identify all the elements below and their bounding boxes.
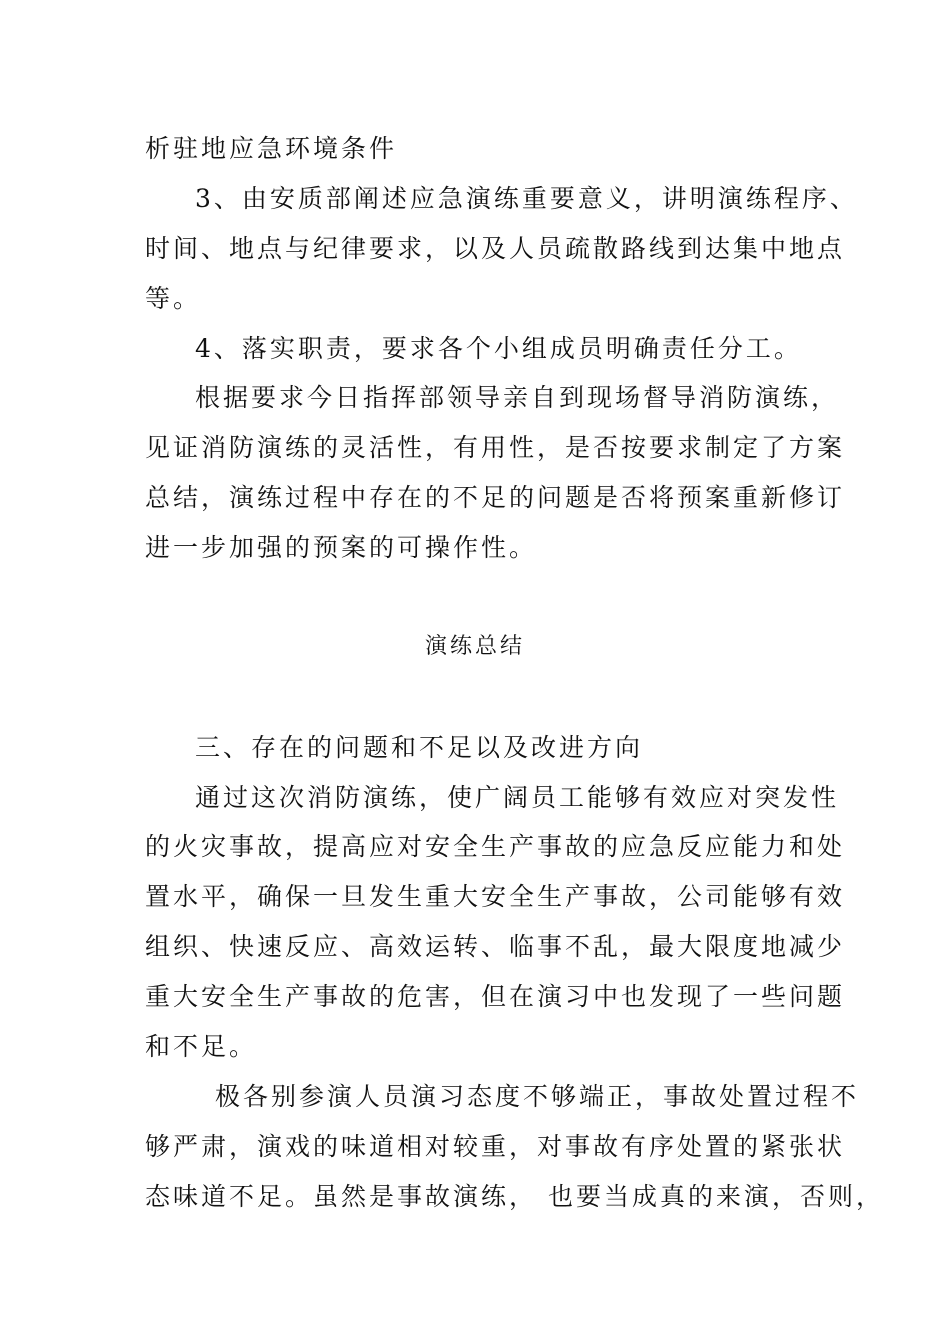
paragraph-line: 总结，演练过程中存在的不足的问题是否将预案重新修订 [145, 483, 846, 512]
paragraph-line: 等。 [145, 284, 202, 313]
paragraph-line: 重大安全生产事故的危害，但在演习中也发现了一些问题 [145, 982, 846, 1011]
paragraph-line: 态味道不足。虽然是事故演练， 也要当成真的来演，否则， [145, 1182, 884, 1211]
paragraph-line: 根据要求今日指挥部领导亲自到现场督导消防演练， [195, 383, 840, 412]
paragraph-line: 组织、快速反应、高效运转、临事不乱，最大限度地减少 [145, 932, 846, 961]
paragraph-line: 时间、地点与纪律要求，以及人员疏散路线到达集中地点 [145, 234, 846, 263]
paragraph-line: 见证消防演练的灵活性，有用性，是否按要求制定了方案 [145, 433, 846, 462]
section-title: 演练总结 [424, 634, 525, 659]
paragraph-line: 够严肃，演戏的味道相对较重，对事故有序处置的紧张状 [145, 1132, 846, 1161]
paragraph-line: 析驻地应急环境条件 [145, 134, 398, 163]
paragraph-line: 置水平，确保一旦发生重大安全生产事故，公司能够有效 [145, 882, 846, 911]
paragraph-line: 和不足。 [145, 1032, 258, 1061]
paragraph-line: 4、落实职责，要求各个小组成员明确责任分工。 [195, 334, 802, 363]
paragraph-line: 的火灾事故，提高应对安全生产事故的应急反应能力和处 [145, 832, 846, 861]
paragraph-line: 三、存在的问题和不足以及改进方向 [195, 733, 644, 762]
paragraph-line: 极各别参演人员演习态度不够端正，事故处置过程不 [215, 1082, 860, 1111]
paragraph-line: 3、由安质部阐述应急演练重要意义，讲明演练程序、 [195, 184, 858, 213]
paragraph-line: 进一步加强的预案的可操作性。 [145, 533, 538, 562]
paragraph-line: 通过这次消防演练，使广阔员工能够有效应对突发性 [195, 783, 840, 812]
